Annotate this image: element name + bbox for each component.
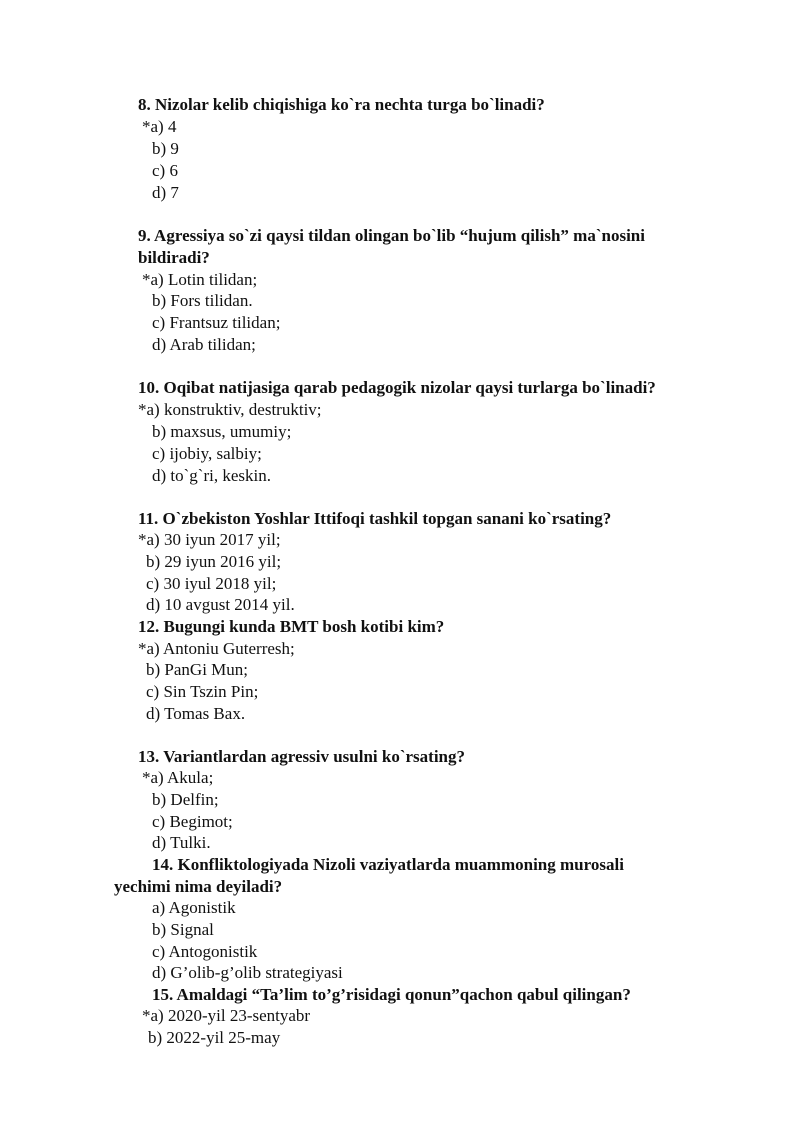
question-10-option-d: d) to`g`ri, keskin.	[152, 466, 271, 485]
question-11-option-b: b) 29 iyun 2016 yil;	[146, 552, 282, 571]
question-11-option-d: d) 10 avgust 2014 yil.	[146, 595, 295, 614]
question-11-option-c: c) 30 iyul 2018 yil;	[146, 574, 277, 593]
question-14-option-d: d) G’olib-g’olib strategiyasi	[152, 963, 343, 982]
question-12-option-c: c) Sin Tszin Pin;	[146, 682, 259, 701]
question-9-title-line2: bildiradi?	[138, 248, 210, 267]
question-14-title-line1: 14. Konfliktologiyada Nizoli vaziyatlarda muammoning murosali	[152, 855, 624, 874]
question-8-option-d: d) 7	[152, 183, 179, 202]
question-12-option-b: b) PanGi Mun;	[146, 660, 248, 679]
question-8-title: 8. Nizolar kelib chiqishiga ko`ra nechta turga bo`linadi?	[138, 95, 545, 114]
question-9-option-c: c) Frantsuz tilidan;	[152, 313, 281, 332]
question-13-title: 13. Variantlardan agressiv usulni ko`rsating?	[138, 747, 466, 766]
question-12-title: 12. Bugungi kunda BMT bosh kotibi kim?	[138, 617, 445, 636]
question-10-title: 10. Oqibat natijasiga qarab pedagogik nizolar qaysi turlarga bo`linadi?	[138, 378, 656, 397]
question-15-title: 15. Amaldagi “Ta’lim to’g’risidagi qonun”qachon qabul qilingan?	[152, 985, 631, 1004]
question-15-option-a: *a) 2020-yil 23-sentyabr	[142, 1006, 311, 1025]
question-11-option-a: *a) 30 iyun 2017 yil;	[138, 530, 281, 549]
question-9-option-d: d) Arab tilidan;	[152, 335, 256, 354]
question-14-option-b: b) Signal	[152, 920, 214, 939]
question-10-option-c: c) ijobiy, salbiy;	[152, 444, 262, 463]
question-10-option-a: *a) konstruktiv, destruktiv;	[138, 400, 322, 419]
question-9-title-line1: 9. Agressiya so`zi qaysi tildan olingan bo`lib “hujum qilish” ma`nosini	[138, 226, 645, 245]
question-13-option-a: *a) Akula;	[142, 768, 214, 787]
question-8-option-b: b) 9	[152, 139, 179, 158]
question-13-option-c: c) Begimot;	[152, 812, 233, 831]
question-8-option-c: c) 6	[152, 161, 178, 180]
question-12-option-a: *a) Antoniu Guterresh;	[138, 639, 295, 658]
question-13-option-d: d) Tulki.	[152, 833, 211, 852]
question-9-option-b: b) Fors tilidan.	[152, 291, 253, 310]
question-9-option-a: *a) Lotin tilidan;	[142, 270, 258, 289]
question-13-option-b: b) Delfin;	[152, 790, 219, 809]
question-14-option-a: a) Agonistik	[152, 898, 236, 917]
question-8-option-a: *a) 4	[142, 117, 177, 136]
question-14-title-line2: yechimi nima deyiladi?	[114, 877, 283, 896]
question-15-option-b: b) 2022-yil 25-may	[148, 1028, 281, 1047]
question-12-option-d: d) Tomas Bax.	[146, 704, 246, 723]
question-11-title: 11. O`zbekiston Yoshlar Ittifoqi tashkil topgan sanani ko`rsating?	[138, 509, 612, 528]
question-10-option-b: b) maxsus, umumiy;	[152, 422, 292, 441]
question-14-option-c: c) Antogonistik	[152, 942, 258, 961]
